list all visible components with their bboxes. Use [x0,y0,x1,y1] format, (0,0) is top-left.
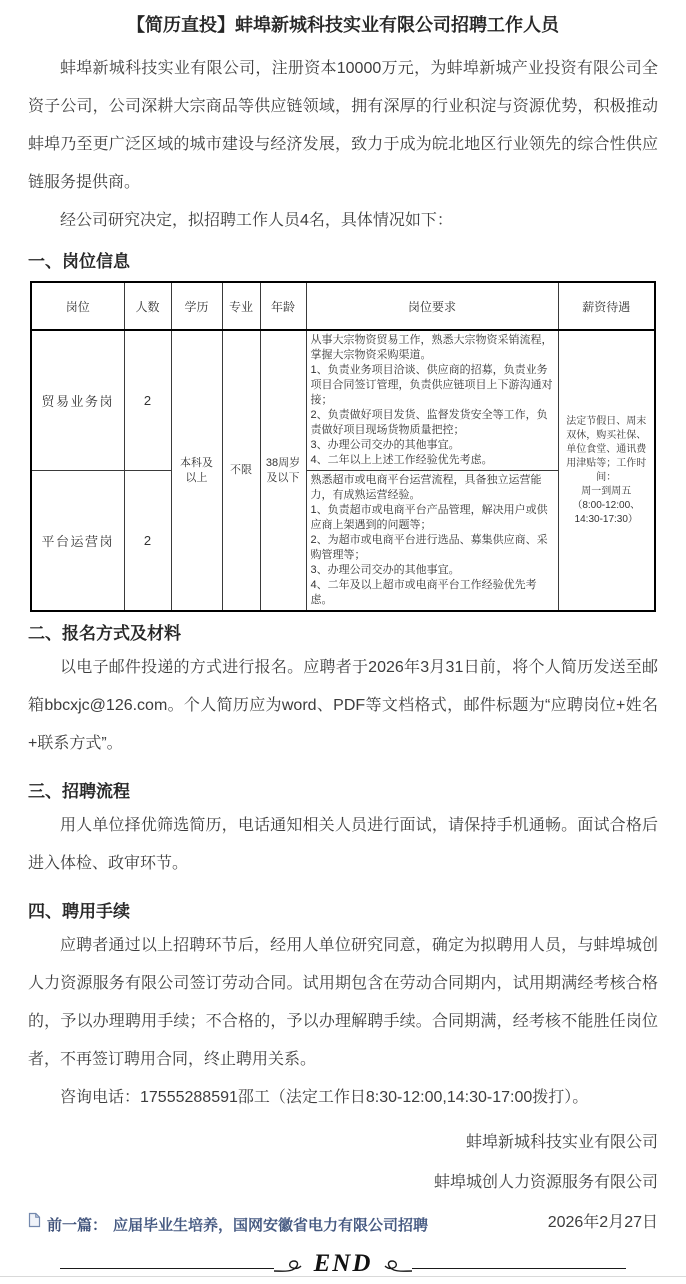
section2-paragraph: 以电子邮件投递的方式进行报名。应聘者于2026年3月31日前，将个人简历发送至邮箱bbcxjc@126.com。个人简历应为word、PDF等文档格式，邮件标题为“应聘岗位+姓名+联系方式”。 [28,659,658,752]
section3-heading: 三、招聘流程 [28,782,130,801]
intro-paragraph-1: 蚌埠新城科技实业有限公司，注册资本10000万元，为蚌埠新城产业投资有限公司全资子公司，公司深耕大宗商品等供应链领域，拥有深厚的行业积淀与资源优势，积极推动蚌埠乃至更广泛区域的城市建设与经济发展，致力于成为皖北地区行业领先的综合性供应链服务提供商。 [28,60,658,191]
header-salary: 薪资待遇 [558,282,655,330]
requirement-line: 3、办理公司交办的其他事宜。 [310,564,460,576]
header-requirements: 岗位要求 [306,282,558,330]
age-cell: 38周岁及以下 [260,330,306,611]
intro-paragraph-2: 经公司研究决定，拟招聘工作人员4名，具体情况如下： [60,212,453,229]
position-cell: 平台运营岗 [31,471,124,612]
footer-separator [0,1276,686,1277]
requirement-line: 3、办理公司交办的其他事宜。 [310,439,460,451]
signature-company-2: 蚌埠城创人力资源服务有限公司 [433,1174,658,1191]
signature-company-1: 蚌埠新城科技实业有限公司 [465,1134,658,1151]
section2-heading: 二、报名方式及材料 [28,624,181,643]
prev-article-title: 应届毕业生培养，国网安徽省电力有限公司招聘 [113,1217,429,1234]
position-cell: 贸易业务岗 [31,330,124,471]
count-cell: 2 [124,471,171,612]
table-row [31,330,655,471]
requirement-line: 2、负责做好项目发货、监督发货安全等工作，负责做好项目现场货物质量把控； [310,409,548,436]
requirements-cell [306,471,558,612]
education-cell: 本科及以上 [171,330,222,611]
salary-line: （8:00-12:00、14:30-17:30） [572,499,641,525]
major-cell: 不限 [222,330,260,611]
page-title: 【简历直投】蚌埠新城科技实业有限公司招聘工作人员 [127,15,559,35]
divider-line-right [412,1268,626,1269]
section3-paragraph: 用人单位择优筛选简历，电话通知相关人员进行面试，请保持手机通畅。面试合格后进入体检、政审环节。 [28,817,658,872]
curl-ornament-left [274,1259,304,1277]
requirement-line: 1、负责业务项目洽谈、供应商的招募，负责业务项目合同签订管理，负责供应链项目上下游沟通对接； [310,364,553,406]
requirement-line: 4、二年及以上超市或电商平台工作经验优先考虑。 [310,579,537,606]
header-education: 学历 [171,282,222,330]
header-major: 专业 [222,282,260,330]
jobs-table [30,281,656,612]
header-position: 岗位 [31,282,124,330]
phone-paragraph: 咨询电话：17555288591邵工（法定工作日8:30-12:00,14:30-17:00拨打）。 [60,1089,589,1106]
curl-ornament-right [382,1259,412,1277]
table-header-row [31,282,655,330]
requirements-cell [306,330,558,471]
section4-heading: 四、聘用手续 [28,902,130,921]
requirement-line: 2、为超市或电商平台进行选品、募集供应商、采购管理等； [310,534,548,561]
divider-line-left [60,1268,274,1269]
document-icon [28,1212,41,1232]
section1-heading: 一、岗位信息 [28,252,130,271]
requirement-line: 4、二年以上上述工作经验优先考虑。 [310,454,493,466]
requirement-line: 1、负责超市或电商平台产品管理，解决用户或供应商上架遇到的问题等； [310,504,548,531]
salary-line: 法定节假日、周末双休，购买社保、单位食堂、通讯费用津贴等；工作时间： [566,415,647,483]
signature-date: 2026年2月27日 [547,1214,658,1231]
header-age: 年龄 [260,282,306,330]
salary-line: 周一到周五 [581,485,632,497]
end-divider [60,1250,626,1278]
salary-cell [558,330,655,611]
header-count: 人数 [124,282,171,330]
requirement-line: 从事大宗物资贸易工作，熟悉大宗物资采销流程，掌握大宗物资采购渠道。 [310,334,553,361]
prev-article-label: 前一篇： [47,1217,108,1234]
section4-paragraph: 应聘者通过以上招聘环节后，经用人单位研究同意，确定为拟聘用人员，与蚌埠城创人力资源服务有限公司签订劳动合同。试用期包含在劳动合同期内，试用期满经考核合格的，予以办理聘用手续；不合格的，予以办理解聘手续。合同期满，经考核不能胜任岗位者，不再签订聘用合同，终止聘用关系。 [28,937,658,1068]
end-text: END [313,1250,373,1277]
prev-article-link[interactable] [28,1214,428,1235]
requirement-line: 熟悉超市或电商平台运营流程，具备独立运营能力，有成熟运营经验。 [310,474,542,501]
count-cell: 2 [124,330,171,471]
